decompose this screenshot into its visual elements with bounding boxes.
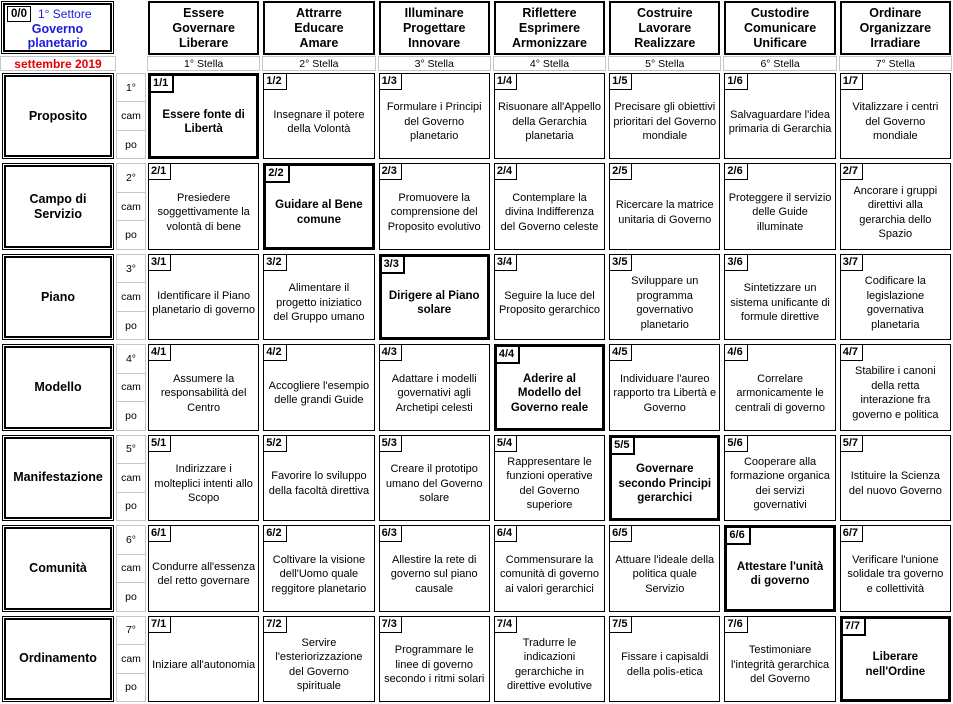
cell-code-badge: 7/2: [264, 617, 286, 633]
cell-text: Precisare gli obiettivi prioritari del Governo mondiale: [613, 101, 717, 143]
column-keyword: Costruire: [636, 5, 693, 20]
cell-text: Rappresentare le funzioni operative del Governo superiore: [506, 455, 593, 512]
cell-code-badge: 5/2: [264, 436, 286, 452]
cell-text: Codificare la legislazione governativa planetaria: [864, 275, 926, 331]
cell-text: Attuare l'ideale della politica quale Servizio: [615, 553, 715, 595]
column-header-5[interactable]: [609, 1, 720, 55]
column-keyword: Unificare: [753, 35, 807, 50]
cell-code-badge: 7/3: [380, 617, 402, 633]
cell-7-5[interactable]: [609, 616, 720, 702]
cell-4-5[interactable]: [609, 344, 720, 430]
cell-code-badge: 3/4: [495, 255, 517, 271]
campo-label-4: [116, 344, 146, 430]
column-keyword: Illuminare: [404, 5, 464, 20]
cell-code-badge: 1/4: [495, 74, 517, 90]
cell-code-badge: 1/6: [725, 74, 747, 90]
cell-4-2[interactable]: [263, 344, 374, 430]
column-keyword: Educare: [294, 20, 344, 35]
cell-code-badge: 6/3: [380, 526, 402, 542]
cell-code-badge: 5/3: [380, 436, 402, 452]
column-keyword: Riflettere: [522, 5, 577, 20]
row-label-6[interactable]: Comunità: [4, 527, 112, 609]
column-keyword: Innovare: [408, 35, 461, 50]
cell-text: Liberare nell'Ordine: [865, 651, 926, 678]
cell-code-badge: 5/4: [495, 436, 517, 452]
column-keyword: Lavorare: [638, 20, 692, 35]
cell-code-badge: 4/4: [497, 347, 520, 364]
cell-code-badge: 7/7: [843, 619, 866, 636]
cell-1-7[interactable]: [840, 73, 951, 159]
cell-code-badge: 3/6: [725, 255, 747, 271]
cell-3-5[interactable]: [609, 254, 720, 340]
cell-code-badge: 5/7: [841, 436, 863, 452]
cell-text: Commensurare la comunità di governo ai valori gerarchici: [499, 553, 600, 595]
cell-code-badge: 7/5: [610, 617, 632, 633]
cell-text: Creare il prototipo umano del Governo solare: [385, 463, 483, 505]
cell-code-badge: 1/3: [380, 74, 402, 90]
column-header-3[interactable]: [379, 1, 490, 55]
campo-line: cam: [117, 374, 145, 402]
cell-code-badge: 2/3: [380, 164, 402, 180]
cell-code-badge: 4/1: [149, 345, 171, 361]
cell-2-4[interactable]: [494, 163, 605, 249]
cell-1-4[interactable]: [494, 73, 605, 159]
cell-code-badge: 4/6: [725, 345, 747, 361]
stella-label-4: 4° Stella: [493, 56, 606, 71]
cell-text: Accogliere l'esempio delle grandi Guide: [268, 379, 370, 407]
cell-code-badge: 3/2: [264, 255, 286, 271]
cell-text: Attestare l'unità di governo: [736, 560, 824, 588]
cell-text: Essere fonte di Libertà: [162, 108, 245, 136]
cell-code-badge: 2/7: [841, 164, 863, 180]
column-keyword: Liberare: [178, 35, 229, 50]
cell-text: Presiedere soggettivamente la volontà di bene: [157, 191, 250, 233]
column-keyword: Organizzare: [859, 20, 932, 35]
cell-6-7[interactable]: [840, 525, 951, 611]
campo-label-6: [116, 525, 146, 611]
cell-7-4[interactable]: [494, 616, 605, 702]
campo-line: cam: [117, 283, 145, 311]
cell-text: Aderire al Modello del Governo reale: [510, 372, 589, 414]
cell-text: Contemplare la divina Indifferenza del Governo celeste: [500, 191, 599, 233]
cell-5-2[interactable]: [263, 435, 374, 521]
campo-line: cam: [117, 645, 145, 673]
cell-1-6[interactable]: [724, 73, 835, 159]
row-label-7[interactable]: Ordinamento: [4, 618, 112, 700]
cell-text: Proteggere il servizio delle Guide illuminate: [728, 191, 832, 233]
cell-text: Indirizzare i molteplici intenti allo Scopo: [154, 463, 253, 505]
column-keyword: Progettare: [402, 20, 466, 35]
corner-top-row: [7, 6, 108, 22]
cell-text: Favorire lo sviluppo della facoltà direttiva: [268, 470, 370, 497]
cell-1-2[interactable]: [263, 73, 374, 159]
cell-text: Promuovere la comprensione del Proposito evolutivo: [387, 191, 481, 233]
cell-text: Formulare i Principi del Governo planetario: [386, 101, 482, 143]
cell-5-3[interactable]: [379, 435, 490, 521]
column-keyword: Attrarre: [295, 5, 342, 20]
column-keyword: Comunicare: [743, 20, 817, 35]
cell-text: Individuare l'aureo rapporto tra Libertà e Governo: [613, 372, 717, 414]
cell-code-badge: 6/5: [610, 526, 632, 542]
cell-text: Insegnare il potere della Volontà: [273, 108, 365, 136]
cell-code-badge: 2/1: [149, 164, 171, 180]
cell-code-badge: 4/3: [380, 345, 402, 361]
corner-block: [3, 3, 112, 52]
column-keyword: Irradiare: [870, 35, 921, 50]
campo-line: cam: [117, 102, 145, 130]
cell-text: Sviluppare un programma governativo planetario: [631, 275, 699, 331]
cell-3-3[interactable]: [379, 254, 490, 340]
cell-text: Condurre all'essenza del retto governare: [152, 560, 256, 588]
column-header-2[interactable]: [263, 1, 374, 55]
cell-1-5[interactable]: [609, 73, 720, 159]
column-keyword: Esprimere: [518, 20, 581, 35]
column-keyword: Essere: [183, 5, 225, 20]
cell-code-badge: 7/4: [495, 617, 517, 633]
cell-3-7[interactable]: [840, 254, 951, 340]
cell-code-badge: 2/5: [610, 164, 632, 180]
corner-code-badge[interactable]: 0/0: [7, 6, 31, 22]
cell-5-6[interactable]: [724, 435, 835, 521]
cell-text: Programmare le linee di governo secondo i ritmi solari: [384, 644, 485, 686]
campo-label-1: [116, 73, 146, 159]
campo-line: po: [125, 409, 137, 422]
cell-text: Adattare i modelli governativi agli Archetipi celesti: [391, 372, 477, 414]
stella-label-1: 1° Stella: [147, 56, 260, 71]
cell-text: Alimentare il progetto iniziatico del Gruppo umano: [273, 282, 365, 324]
cell-code-badge: 4/5: [610, 345, 632, 361]
row-label-1[interactable]: Proposito: [4, 75, 112, 157]
campo-line: 7°: [117, 617, 145, 645]
cell-code-badge: 5/1: [149, 436, 171, 452]
cell-2-1[interactable]: [148, 163, 259, 249]
cell-3-1[interactable]: [148, 254, 259, 340]
cell-text: Correlare armonicamente le centrali di governo: [735, 372, 825, 414]
cell-code-badge: 6/6: [727, 528, 750, 545]
campo-line: cam: [117, 555, 145, 583]
cell-2-2[interactable]: [263, 163, 374, 249]
cell-code-badge: 2/4: [495, 164, 517, 180]
cell-6-4[interactable]: [494, 525, 605, 611]
cell-text: Salvaguardare l'idea primaria di Gerarchia: [728, 108, 832, 136]
cell-code-badge: 4/7: [841, 345, 863, 361]
cell-code-badge: 6/7: [841, 526, 863, 542]
column-keyword: Realizzare: [634, 35, 696, 50]
cell-7-7[interactable]: [840, 616, 951, 702]
cell-text: Seguire la luce del Proposito gerarchico: [499, 289, 600, 317]
cell-code-badge: 6/2: [264, 526, 286, 542]
cell-6-2[interactable]: [263, 525, 374, 611]
cell-code-badge: 3/5: [610, 255, 632, 271]
cell-text: Ancorare i gruppi direttivi alla gerarchia dello Spazio: [853, 184, 938, 241]
campo-line: 3°: [117, 255, 145, 283]
cell-code-badge: 6/1: [149, 526, 171, 542]
cell-code-badge: 3/7: [841, 255, 863, 271]
cell-2-6[interactable]: [724, 163, 835, 249]
campo-line: 6°: [117, 526, 145, 554]
column-keyword: Governare: [172, 20, 235, 35]
campo-line: po: [125, 590, 137, 603]
column-header-7[interactable]: [840, 1, 951, 55]
cell-2-3[interactable]: [379, 163, 490, 249]
cell-5-1[interactable]: [148, 435, 259, 521]
column-header-6[interactable]: [724, 1, 835, 55]
cell-text: Verificare l'unione solidale tra governo e collettività: [847, 553, 944, 595]
cell-text: Identificare il Piano planetario di governo: [152, 289, 256, 317]
cell-6-6[interactable]: [724, 525, 835, 611]
stella-label-6: 6° Stella: [723, 56, 836, 71]
cell-4-7[interactable]: [840, 344, 951, 430]
cell-5-7[interactable]: [840, 435, 951, 521]
cell-text: Sintetizzare un sistema unificante di formule direttive: [730, 282, 830, 324]
cell-text: Governare secondo Principi gerarchici: [618, 463, 712, 505]
stella-label-3: 3° Stella: [378, 56, 491, 71]
campo-line: 4°: [117, 345, 145, 373]
cell-text: Vitalizzare i centri del Governo mondiale: [852, 101, 939, 143]
cell-text: Stabilire i canoni della retta interazione fra governo e politica: [852, 365, 939, 421]
cell-text: Iniziare all'autonomia: [152, 658, 256, 671]
cell-code-badge: 1/7: [841, 74, 863, 90]
stella-label-2: 2° Stella: [262, 56, 375, 71]
cell-text: Servire l'esteriorizzazione del Governo spirituale: [275, 636, 363, 693]
sector-label: 1° Settore: [38, 7, 92, 21]
cell-code-badge: 1/1: [151, 76, 174, 93]
campo-label-2: [116, 163, 146, 249]
cell-4-6[interactable]: [724, 344, 835, 430]
column-header-1[interactable]: [148, 1, 259, 55]
cell-text: Fissare i capisaldi della polis-etica: [621, 651, 709, 678]
cell-1-1[interactable]: [148, 73, 259, 159]
cell-text: Cooperare alla formazione organica dei servizi governativi: [730, 455, 830, 512]
cell-5-5[interactable]: [609, 435, 720, 521]
cell-text: Guidare al Bene comune: [275, 199, 363, 226]
cell-7-2[interactable]: [263, 616, 374, 702]
cell-code-badge: 5/5: [612, 438, 635, 455]
campo-line: 5°: [117, 436, 145, 464]
row-label-2[interactable]: Campo di Servizio: [4, 165, 112, 247]
stella-label-7: 7° Stella: [839, 56, 952, 71]
cell-2-7[interactable]: [840, 163, 951, 249]
stella-label-5: 5° Stella: [608, 56, 721, 71]
cell-7-6[interactable]: [724, 616, 835, 702]
campo-line: cam: [117, 464, 145, 492]
cell-code-badge: 7/6: [725, 617, 747, 633]
cell-2-5[interactable]: [609, 163, 720, 249]
cell-6-5[interactable]: [609, 525, 720, 611]
cell-4-1[interactable]: [148, 344, 259, 430]
campo-label-3: [116, 254, 146, 340]
cell-text: Istituire la Scienza del nuovo Governo: [848, 470, 942, 497]
cell-code-badge: 2/2: [266, 166, 289, 183]
cell-text: Ricercare la matrice unitaria di Governo: [615, 199, 714, 226]
column-header-4[interactable]: [494, 1, 605, 55]
cell-code-badge: 3/3: [382, 257, 405, 274]
campo-label-5: [116, 435, 146, 521]
cell-code-badge: 2/6: [725, 164, 747, 180]
cell-3-4[interactable]: [494, 254, 605, 340]
cell-3-6[interactable]: [724, 254, 835, 340]
cell-1-3[interactable]: [379, 73, 490, 159]
campo-line: 2°: [117, 164, 145, 192]
cell-6-1[interactable]: [148, 525, 259, 611]
cell-3-2[interactable]: [263, 254, 374, 340]
cell-text: Tradurre le indicazioni gerarchiche in direttive evolutive: [506, 636, 592, 693]
cell-code-badge: 1/2: [264, 74, 286, 90]
campo-line: po: [125, 229, 137, 242]
campo-line: cam: [117, 193, 145, 221]
cell-5-4[interactable]: [494, 435, 605, 521]
cell-text: Testimoniare l'integrità gerarchica del Governo: [731, 644, 830, 686]
column-keyword: Custodire: [750, 5, 810, 20]
sheet-title-line1: Governo: [31, 22, 84, 36]
cell-4-4[interactable]: [494, 344, 605, 430]
row-label-3[interactable]: Piano: [4, 256, 112, 338]
cell-code-badge: 1/5: [610, 74, 632, 90]
cell-text: Coltivare la visione dell'Uomo quale reggitore planetario: [271, 553, 367, 595]
column-keyword: Ordinare: [869, 5, 922, 20]
cell-code-badge: 3/1: [149, 255, 171, 271]
cell-4-3[interactable]: [379, 344, 490, 430]
campo-line: po: [125, 681, 137, 694]
cell-text: Dirigere al Piano solare: [388, 289, 480, 317]
cell-6-3[interactable]: [379, 525, 490, 611]
row-label-4[interactable]: Modello: [4, 346, 112, 428]
campo-line: po: [125, 138, 137, 151]
cell-code-badge: 7/1: [149, 617, 171, 633]
cell-code-badge: 6/4: [495, 526, 517, 542]
cell-7-3[interactable]: [379, 616, 490, 702]
cell-code-badge: 4/2: [264, 345, 286, 361]
column-keyword: Armonizzare: [511, 35, 587, 50]
campo-line: 1°: [117, 74, 145, 102]
campo-label-7: [116, 616, 146, 702]
campo-line: po: [125, 319, 137, 332]
cell-text: Assumere la responsabilità del Centro: [160, 372, 247, 414]
column-keyword: Amare: [299, 35, 339, 50]
campo-line: po: [125, 500, 137, 513]
sheet-title-line2: planetario: [27, 36, 88, 50]
date-label: settembre 2019: [0, 56, 116, 71]
row-label-5[interactable]: Manifestazione: [4, 437, 112, 519]
cell-code-badge: 5/6: [725, 436, 747, 452]
cell-text: Allestire la rete di governo sul piano causale: [390, 553, 478, 595]
cell-text: Risuonare all'Appello della Gerarchia planetaria: [497, 101, 601, 143]
cell-7-1[interactable]: [148, 616, 259, 702]
